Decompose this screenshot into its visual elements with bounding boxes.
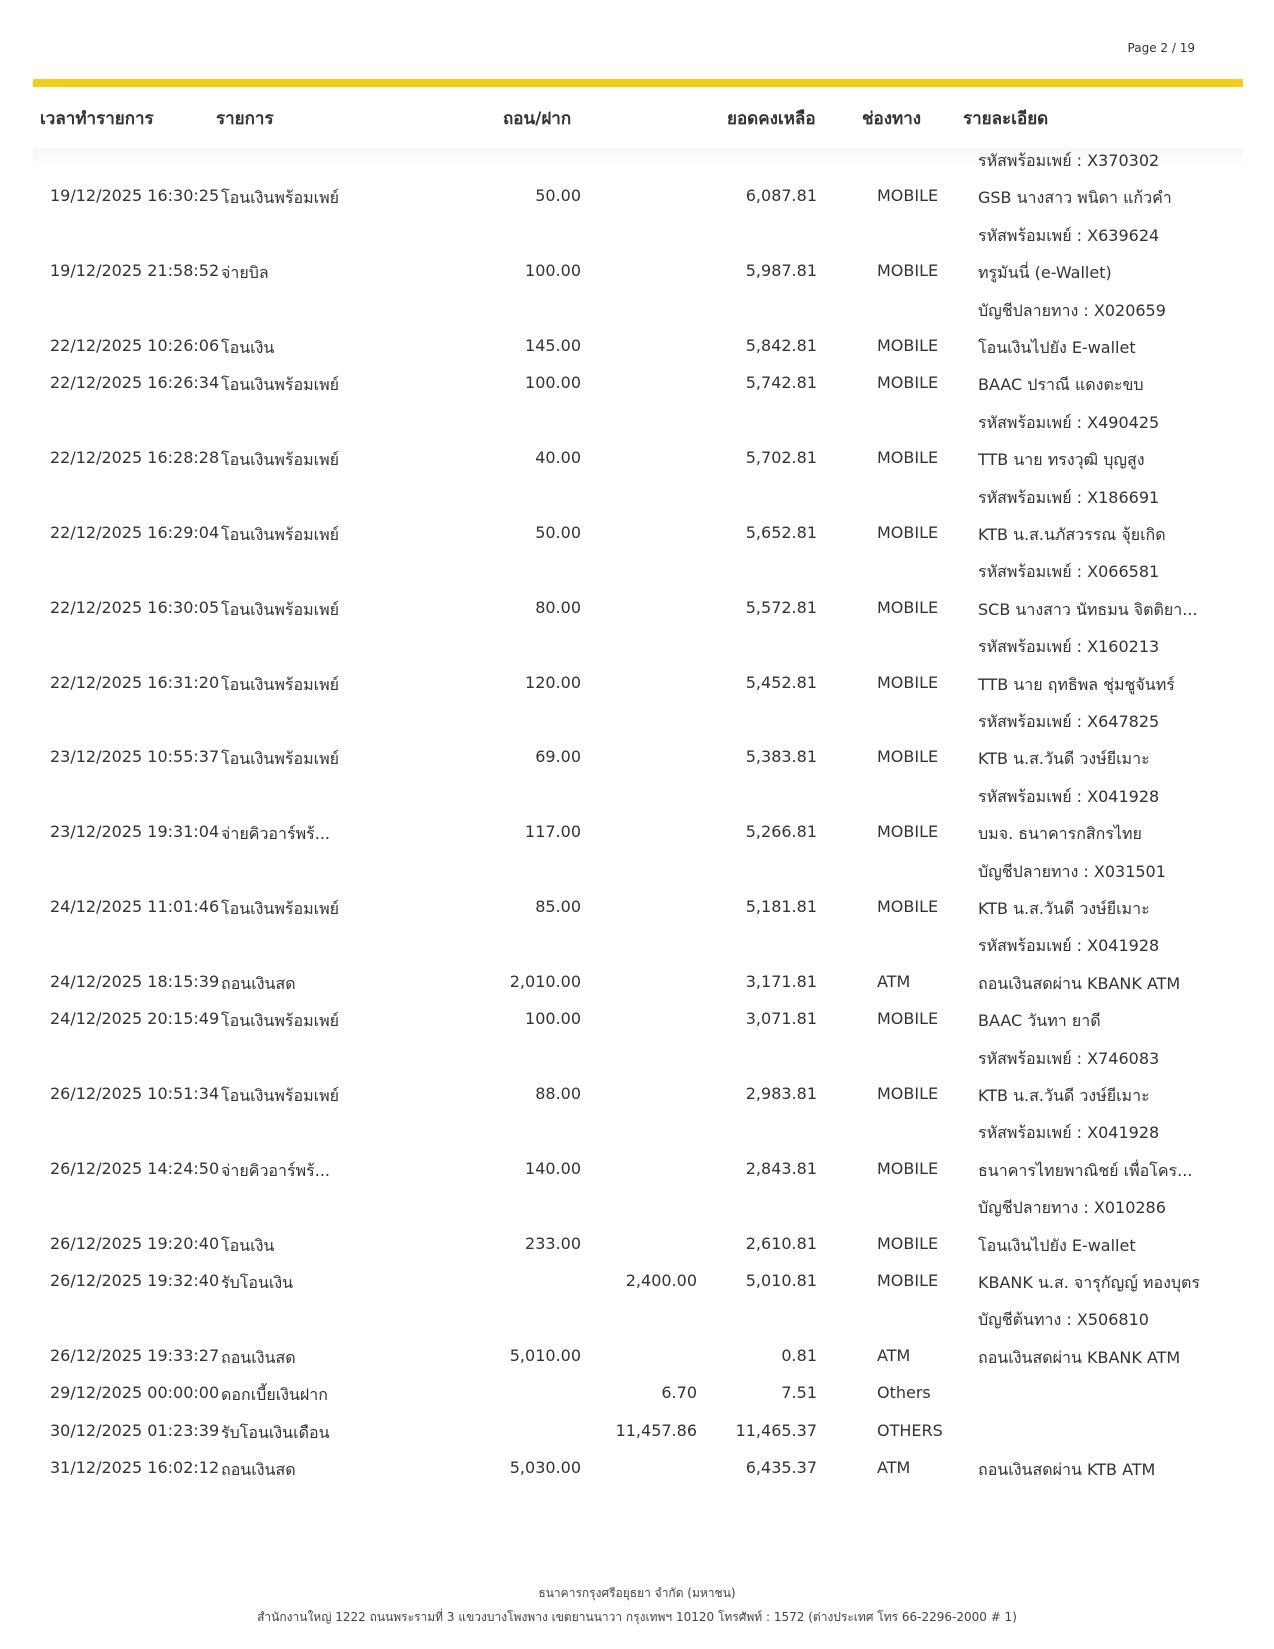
row-channel: ATM xyxy=(877,1345,911,1365)
header-details: รายละเอียด xyxy=(963,109,1049,129)
row-withdraw: 100.00 xyxy=(525,1009,581,1029)
table-row xyxy=(0,560,1274,597)
row-balance: 0.81 xyxy=(781,1345,817,1365)
row-detail: รหัสพร้อมเพย์ : X160213 xyxy=(978,637,1160,657)
table-row xyxy=(0,934,1274,971)
row-deposit: 11,457.86 xyxy=(615,1420,697,1440)
table-row xyxy=(0,1421,1274,1458)
table-row xyxy=(0,1196,1274,1233)
row-detail: KTB น.ส.วันดี วงษ์ยีเมาะ xyxy=(978,899,1150,918)
row-balance: 6,435.37 xyxy=(745,1458,817,1477)
table-row xyxy=(0,1084,1274,1121)
row-channel: OTHERS xyxy=(877,1420,943,1440)
table-row xyxy=(0,186,1274,223)
row-detail: ทรูมันนี่ (e-Wallet) xyxy=(978,263,1112,283)
table-row xyxy=(0,411,1274,448)
row-withdraw: 2,010.00 xyxy=(509,971,581,991)
row-detail: ธนาคารไทยพาณิชย์ เพื่อโคร... xyxy=(978,1160,1193,1180)
row-detail: SCB นางสาว นัทธมน จิตติยา... xyxy=(978,599,1198,619)
table-row xyxy=(0,1009,1274,1046)
row-channel: MOBILE xyxy=(877,448,939,468)
row-withdraw: 145.00 xyxy=(525,336,581,355)
table-row xyxy=(0,1047,1274,1084)
row-time: 23/12/2025 19:31:04 xyxy=(50,822,220,842)
row-time: 24/12/2025 20:15:49 xyxy=(50,1009,220,1029)
row-withdraw: 85.00 xyxy=(535,897,581,916)
row-channel: MOBILE xyxy=(877,822,939,842)
row-withdraw: 69.00 xyxy=(535,747,581,767)
row-time: 19/12/2025 21:58:52 xyxy=(50,261,220,281)
row-balance: 11,465.37 xyxy=(735,1420,817,1440)
header-amount: ถอน/ฝาก xyxy=(503,109,572,129)
row-balance: 5,383.81 xyxy=(745,747,817,767)
row-detail: BAAC วันทา ยาดี xyxy=(978,1011,1101,1031)
row-withdraw: 120.00 xyxy=(525,672,581,692)
row-time: 30/12/2025 01:23:39 xyxy=(50,1420,220,1440)
row-detail: KBANK น.ส. จารุกัญญ์ ทองบุตร xyxy=(978,1273,1201,1292)
row-type: โอนเงินพร้อมเพย์ xyxy=(221,599,340,619)
row-detail: บัญชีต้นทาง : X506810 xyxy=(978,1310,1149,1330)
row-channel: MOBILE xyxy=(877,261,939,281)
row-balance: 6,087.81 xyxy=(745,186,817,206)
row-balance: 5,010.81 xyxy=(745,1271,817,1290)
table-row xyxy=(0,149,1274,186)
row-type: โอนเงินพร้อมเพย์ xyxy=(221,899,340,918)
row-detail: รหัสพร้อมเพย์ : X639624 xyxy=(978,225,1160,245)
row-balance: 3,171.81 xyxy=(745,971,817,991)
row-detail: บัญชีปลายทาง : X031501 xyxy=(978,861,1166,881)
row-withdraw: 100.00 xyxy=(525,261,581,281)
table-row xyxy=(0,523,1274,560)
row-type: จ่ายคิวอาร์พร้... xyxy=(221,824,331,844)
row-balance: 5,702.81 xyxy=(745,448,817,468)
row-channel: MOBILE xyxy=(877,1009,939,1029)
table-row xyxy=(0,598,1274,635)
row-deposit: 6.70 xyxy=(661,1383,697,1403)
row-type: โอนเงินพร้อมเพย์ xyxy=(221,1011,340,1031)
row-type: โอนเงินพร้อมเพย์ xyxy=(221,188,340,208)
row-balance: 2,610.81 xyxy=(745,1233,817,1253)
row-detail: GSB นางสาว พนิดา แก้วคำ xyxy=(978,188,1172,208)
table-row xyxy=(0,224,1274,261)
table-row xyxy=(0,1383,1274,1420)
row-withdraw: 233.00 xyxy=(525,1233,581,1253)
row-balance: 5,181.81 xyxy=(745,897,817,916)
row-type: โอนเงิน xyxy=(221,1235,275,1255)
row-detail: โอนเงินไปยัง E-wallet xyxy=(978,1235,1136,1255)
row-time: 23/12/2025 10:55:37 xyxy=(50,747,220,767)
row-detail: KTB น.ส.นภัสวรรณ จุ้ยเกิด xyxy=(978,525,1166,544)
row-time: 26/12/2025 19:33:27 xyxy=(50,1345,220,1365)
row-detail: โอนเงินไปยัง E-wallet xyxy=(978,338,1136,357)
header-type: รายการ xyxy=(216,109,274,129)
row-detail: บมจ. ธนาคารกสิกรไทย xyxy=(978,824,1142,844)
row-type: ถอนเงินสด xyxy=(221,973,296,993)
row-type: รับโอนเงินเดือน xyxy=(221,1422,330,1442)
header-time: เวลาทำรายการ xyxy=(40,109,154,129)
row-type: โอนเงินพร้อมเพย์ xyxy=(221,749,340,769)
row-channel: MOBILE xyxy=(877,186,939,206)
table-row xyxy=(0,635,1274,672)
table-row xyxy=(0,710,1274,747)
table-row xyxy=(0,486,1274,523)
row-detail: รหัสพร้อมเพย์ : X041928 xyxy=(978,936,1160,956)
row-channel: MOBILE xyxy=(877,672,939,692)
row-time: 31/12/2025 16:02:12 xyxy=(50,1458,220,1477)
row-detail: TTB นาย ฤทธิพล ชุ่มชูจันทร์ xyxy=(978,674,1175,694)
row-detail: รหัสพร้อมเพย์ : X041928 xyxy=(978,1123,1160,1143)
row-time: 22/12/2025 16:26:34 xyxy=(50,373,220,393)
page-number: Page 2 / 19 xyxy=(1127,41,1195,55)
row-withdraw: 80.00 xyxy=(535,597,581,617)
table-row xyxy=(0,336,1274,373)
row-type: ถอนเงินสด xyxy=(221,1460,296,1479)
row-channel: MOBILE xyxy=(877,1084,939,1103)
row-detail: BAAC ปราณี แดงตะขบ xyxy=(978,375,1144,395)
table-row xyxy=(0,972,1274,1009)
row-time: 22/12/2025 16:30:05 xyxy=(50,597,220,617)
row-type: จ่ายคิวอาร์พร้... xyxy=(221,1160,331,1180)
row-balance: 7.51 xyxy=(781,1383,817,1403)
row-channel: MOBILE xyxy=(877,1233,939,1253)
row-time: 26/12/2025 19:32:40 xyxy=(50,1271,220,1290)
table-row xyxy=(0,1234,1274,1271)
row-withdraw: 88.00 xyxy=(535,1084,581,1103)
row-time: 26/12/2025 10:51:34 xyxy=(50,1084,220,1103)
row-detail: KTB น.ส.วันดี วงษ์ยีเมาะ xyxy=(978,749,1150,769)
table-row xyxy=(0,299,1274,336)
table-row xyxy=(0,373,1274,410)
table-row xyxy=(0,897,1274,934)
row-detail: รหัสพร้อมเพย์ : X490425 xyxy=(978,412,1160,432)
row-channel: MOBILE xyxy=(877,597,939,617)
row-balance: 5,266.81 xyxy=(745,822,817,842)
row-type: ถอนเงินสด xyxy=(221,1347,296,1367)
row-type: รับโอนเงิน xyxy=(221,1273,294,1292)
row-withdraw: 50.00 xyxy=(535,523,581,542)
row-time: 22/12/2025 16:28:28 xyxy=(50,448,220,468)
row-time: 22/12/2025 16:31:20 xyxy=(50,672,220,692)
row-time: 22/12/2025 16:29:04 xyxy=(50,523,220,542)
table-row xyxy=(0,822,1274,859)
row-detail: TTB นาย ทรงวุฒิ บุญสูง xyxy=(978,450,1145,470)
row-balance: 5,452.81 xyxy=(745,672,817,692)
row-channel: Others xyxy=(877,1383,931,1403)
footer-address: สำนักงานใหญ่ 1222 ถนนพระรามที่ 3 แขวงบางโพงพาง เขตยานนาวา กรุงเทพฯ 10120 โทรศัพท์ : 1572 (ต่างประเทศ โทร 66-2296-2000 # 1) xyxy=(257,1610,1017,1624)
row-time: 22/12/2025 10:26:06 xyxy=(50,336,220,355)
table-row xyxy=(0,860,1274,897)
row-balance: 5,652.81 xyxy=(745,523,817,542)
row-detail: ถอนเงินสดผ่าน KBANK ATM xyxy=(978,1347,1181,1367)
row-channel: MOBILE xyxy=(877,336,939,355)
row-withdraw: 50.00 xyxy=(535,186,581,206)
row-type: ดอกเบี้ยเงินฝาก xyxy=(221,1385,328,1405)
header-balance: ยอดคงเหลือ xyxy=(727,109,816,129)
header-channel: ช่องทาง xyxy=(862,109,922,129)
row-time: 24/12/2025 11:01:46 xyxy=(50,897,220,916)
row-detail: รหัสพร้อมเพย์ : X746083 xyxy=(978,1048,1160,1068)
row-detail: รหัสพร้อมเพย์ : X186691 xyxy=(978,487,1160,507)
row-balance: 2,983.81 xyxy=(745,1084,817,1103)
table-row xyxy=(0,1458,1274,1495)
table-row xyxy=(0,1121,1274,1158)
row-channel: MOBILE xyxy=(877,1271,939,1290)
header-accent-bar xyxy=(33,79,1243,87)
table-row xyxy=(0,261,1274,298)
row-time: 24/12/2025 18:15:39 xyxy=(50,971,220,991)
table-row xyxy=(0,1346,1274,1383)
row-detail: KTB น.ส.วันดี วงษ์ยีเมาะ xyxy=(978,1086,1150,1105)
row-channel: ATM xyxy=(877,971,911,991)
row-withdraw: 5,030.00 xyxy=(509,1458,581,1477)
table-row xyxy=(0,1159,1274,1196)
row-detail: รหัสพร้อมเพย์ : X066581 xyxy=(978,562,1160,582)
row-withdraw: 5,010.00 xyxy=(509,1345,581,1365)
row-detail: บัญชีปลายทาง : X020659 xyxy=(978,300,1166,320)
row-channel: ATM xyxy=(877,1458,911,1477)
row-balance: 5,987.81 xyxy=(745,261,817,281)
row-deposit: 2,400.00 xyxy=(625,1271,697,1290)
row-balance: 3,071.81 xyxy=(745,1009,817,1029)
table-row xyxy=(0,448,1274,485)
row-time: 29/12/2025 00:00:00 xyxy=(50,1383,220,1403)
row-type: โอนเงินพร้อมเพย์ xyxy=(221,525,340,544)
row-channel: MOBILE xyxy=(877,373,939,393)
row-time: 26/12/2025 19:20:40 xyxy=(50,1233,220,1253)
row-type: จ่ายบิล xyxy=(221,263,269,283)
row-balance: 2,843.81 xyxy=(745,1158,817,1178)
table-row xyxy=(0,673,1274,710)
row-detail: รหัสพร้อมเพย์ : X041928 xyxy=(978,786,1160,806)
table-header xyxy=(0,105,1274,135)
row-withdraw: 100.00 xyxy=(525,373,581,393)
row-channel: MOBILE xyxy=(877,747,939,767)
row-time: 19/12/2025 16:30:25 xyxy=(50,186,220,206)
row-type: โอนเงิน xyxy=(221,338,275,357)
row-withdraw: 40.00 xyxy=(535,448,581,468)
row-channel: MOBILE xyxy=(877,1158,939,1178)
row-balance: 5,842.81 xyxy=(745,336,817,355)
row-balance: 5,742.81 xyxy=(745,373,817,393)
row-type: โอนเงินพร้อมเพย์ xyxy=(221,450,340,470)
table-row xyxy=(0,1271,1274,1308)
row-channel: MOBILE xyxy=(877,897,939,916)
row-balance: 5,572.81 xyxy=(745,597,817,617)
table-row xyxy=(0,785,1274,822)
row-withdraw: 140.00 xyxy=(525,1158,581,1178)
row-withdraw: 117.00 xyxy=(525,822,581,842)
row-channel: MOBILE xyxy=(877,523,939,542)
row-detail: รหัสพร้อมเพย์ : X370302 xyxy=(978,151,1160,170)
row-type: โอนเงินพร้อมเพย์ xyxy=(221,375,340,395)
row-time: 26/12/2025 14:24:50 xyxy=(50,1158,220,1178)
row-detail: บัญชีปลายทาง : X010286 xyxy=(978,1198,1166,1218)
table-row xyxy=(0,1308,1274,1345)
row-detail: ถอนเงินสดผ่าน KBANK ATM xyxy=(978,973,1181,993)
row-type: โอนเงินพร้อมเพย์ xyxy=(221,674,340,694)
row-detail: รหัสพร้อมเพย์ : X647825 xyxy=(978,712,1160,731)
row-detail: ถอนเงินสดผ่าน KTB ATM xyxy=(978,1460,1156,1479)
footer-bank-name: ธนาคารกรุงศรีอยุธยา จำกัด (มหาชน) xyxy=(538,1586,736,1600)
row-type: โอนเงินพร้อมเพย์ xyxy=(221,1086,340,1105)
table-row xyxy=(0,747,1274,784)
